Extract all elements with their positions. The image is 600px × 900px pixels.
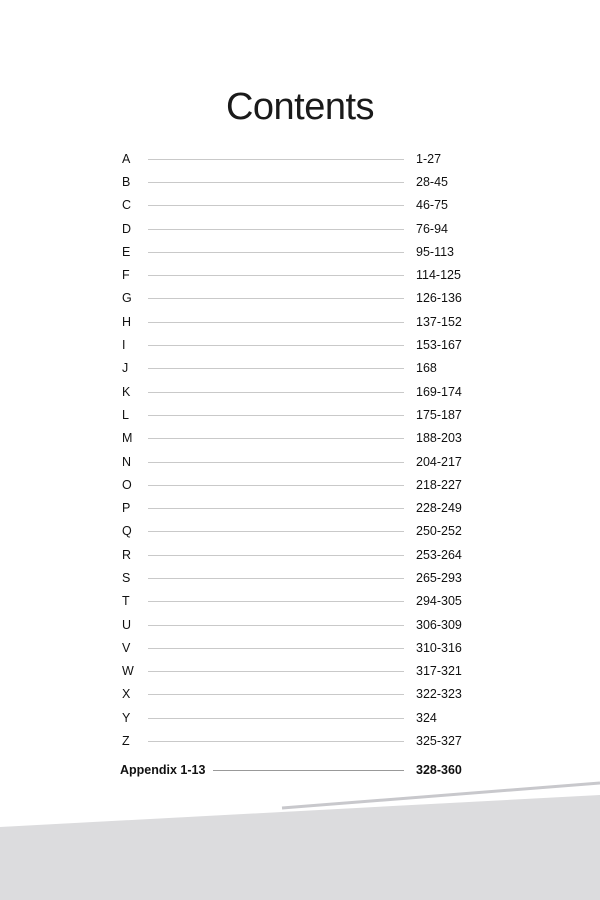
toc-page-range: 1-27 (416, 151, 442, 166)
toc-letter: Z (122, 734, 130, 749)
toc-letter: N (122, 454, 132, 469)
toc-letter: J (122, 361, 129, 376)
toc-leader-line (148, 671, 404, 672)
toc-entry-v[interactable] (120, 636, 482, 659)
toc-entry-g[interactable] (120, 287, 482, 310)
toc-page-range: 76-94 (416, 221, 448, 236)
toc-leader-line (148, 275, 404, 276)
toc-letter: U (122, 617, 132, 632)
toc-leader-line (148, 205, 404, 206)
toc-letter: P (122, 501, 131, 516)
toc-leader-line (148, 182, 404, 183)
toc-page-range: 317-321 (416, 664, 462, 679)
toc-letter: I (122, 338, 126, 353)
toc-leader-line (148, 741, 404, 742)
footer-band-shape (0, 795, 600, 900)
toc-leader-line (148, 229, 404, 230)
toc-leader-line (148, 555, 404, 556)
toc-letter: V (122, 640, 131, 655)
toc-letter: S (122, 570, 131, 585)
toc-entry-c[interactable] (120, 194, 482, 217)
toc-entry-t[interactable] (120, 590, 482, 613)
toc-leader-line (148, 508, 404, 509)
toc-page-range: 137-152 (416, 314, 462, 329)
toc-page-range: 218-227 (416, 477, 462, 492)
toc-entry-a[interactable] (120, 147, 482, 170)
toc-page-range: 328-360 (416, 763, 462, 778)
toc-leader-line (148, 462, 404, 463)
toc-leader-line (148, 392, 404, 393)
toc-leader-line (148, 438, 404, 439)
toc-leader-line (148, 718, 404, 719)
toc-leader-line (148, 648, 404, 649)
toc-page-range: 325-327 (416, 734, 462, 749)
toc-letter: Y (122, 710, 131, 725)
toc-page-range: 126-136 (416, 291, 462, 306)
toc-entry-n[interactable] (120, 450, 482, 473)
toc-leader-line (148, 345, 404, 346)
toc-leader-line (148, 625, 404, 626)
toc-entry-q[interactable] (120, 520, 482, 543)
toc-letter: H (122, 314, 132, 329)
toc-entry-l[interactable] (120, 403, 482, 426)
toc-page-range: 169-174 (416, 384, 462, 399)
toc-letter: F (122, 268, 130, 283)
toc-leader-line (148, 601, 404, 602)
toc-leader-line (148, 531, 404, 532)
toc-letter: D (122, 221, 132, 236)
toc-page-range: 168 (416, 361, 437, 376)
toc-entry-y[interactable] (120, 706, 482, 729)
toc-letter: R (122, 547, 132, 562)
toc-page-range: 228-249 (416, 501, 462, 516)
toc-entry-o[interactable] (120, 473, 482, 496)
toc-page-range: 175-187 (416, 407, 462, 422)
toc-entry-u[interactable] (120, 613, 482, 636)
toc-entry-i[interactable] (120, 333, 482, 356)
toc-leader-line (148, 322, 404, 323)
toc-entry-appendix[interactable] (120, 759, 482, 782)
toc-entry-h[interactable] (120, 310, 482, 333)
toc-page-range: 265-293 (416, 570, 462, 585)
toc-leader-line (213, 770, 404, 771)
toc-entry-r[interactable] (120, 543, 482, 566)
toc-letter: E (122, 244, 131, 259)
toc-letter: W (122, 664, 134, 679)
toc-entry-e[interactable] (120, 240, 482, 263)
toc-page-range: 322-323 (416, 687, 462, 702)
toc-appendix-label: Appendix 1-13 (120, 763, 206, 778)
toc-entry-f[interactable] (120, 263, 482, 286)
toc-page-range: 253-264 (416, 547, 462, 562)
toc-page-range: 204-217 (416, 454, 462, 469)
toc-leader-line (148, 578, 404, 579)
toc-letter: A (122, 151, 131, 166)
toc-entry-p[interactable] (120, 496, 482, 519)
toc-letter: T (122, 594, 130, 609)
toc-letter: Q (122, 524, 132, 539)
toc-page-range: 153-167 (416, 338, 462, 353)
toc-letter: B (122, 174, 131, 189)
toc-leader-line (148, 368, 404, 369)
toc-entry-z[interactable] (120, 729, 482, 752)
toc-letter: C (122, 198, 132, 213)
toc-page-range: 294-305 (416, 594, 462, 609)
table-of-contents (120, 147, 482, 782)
page-title: Contents (225, 86, 375, 128)
toc-page-range: 114-125 (416, 268, 461, 283)
toc-letter: G (122, 291, 132, 306)
toc-page-range: 95-113 (416, 244, 454, 259)
toc-page-range: 306-309 (416, 617, 462, 632)
toc-leader-line (148, 159, 404, 160)
toc-leader-line (148, 485, 404, 486)
toc-leader-line (148, 694, 404, 695)
toc-page-range: 250-252 (416, 524, 462, 539)
toc-page-range: 310-316 (416, 640, 462, 655)
toc-page-range: 188-203 (416, 431, 462, 446)
toc-leader-line (148, 252, 404, 253)
toc-entry-w[interactable] (120, 660, 482, 683)
toc-entry-s[interactable] (120, 566, 482, 589)
toc-letter: M (122, 431, 133, 446)
toc-entry-k[interactable] (120, 380, 482, 403)
toc-entry-j[interactable] (120, 357, 482, 380)
toc-entry-d[interactable] (120, 217, 482, 240)
toc-page-range: 46-75 (416, 198, 448, 213)
toc-entry-m[interactable] (120, 427, 482, 450)
toc-leader-line (148, 415, 404, 416)
toc-letter: L (122, 407, 129, 422)
toc-letter: X (122, 687, 131, 702)
footer-accent-line (282, 783, 600, 808)
toc-entry-b[interactable] (120, 170, 482, 193)
toc-page-range: 324 (416, 710, 437, 725)
toc-page-range: 28-45 (416, 174, 448, 189)
toc-letter: K (122, 384, 131, 399)
toc-entry-x[interactable] (120, 683, 482, 706)
toc-leader-line (148, 298, 404, 299)
toc-letter: O (122, 477, 132, 492)
